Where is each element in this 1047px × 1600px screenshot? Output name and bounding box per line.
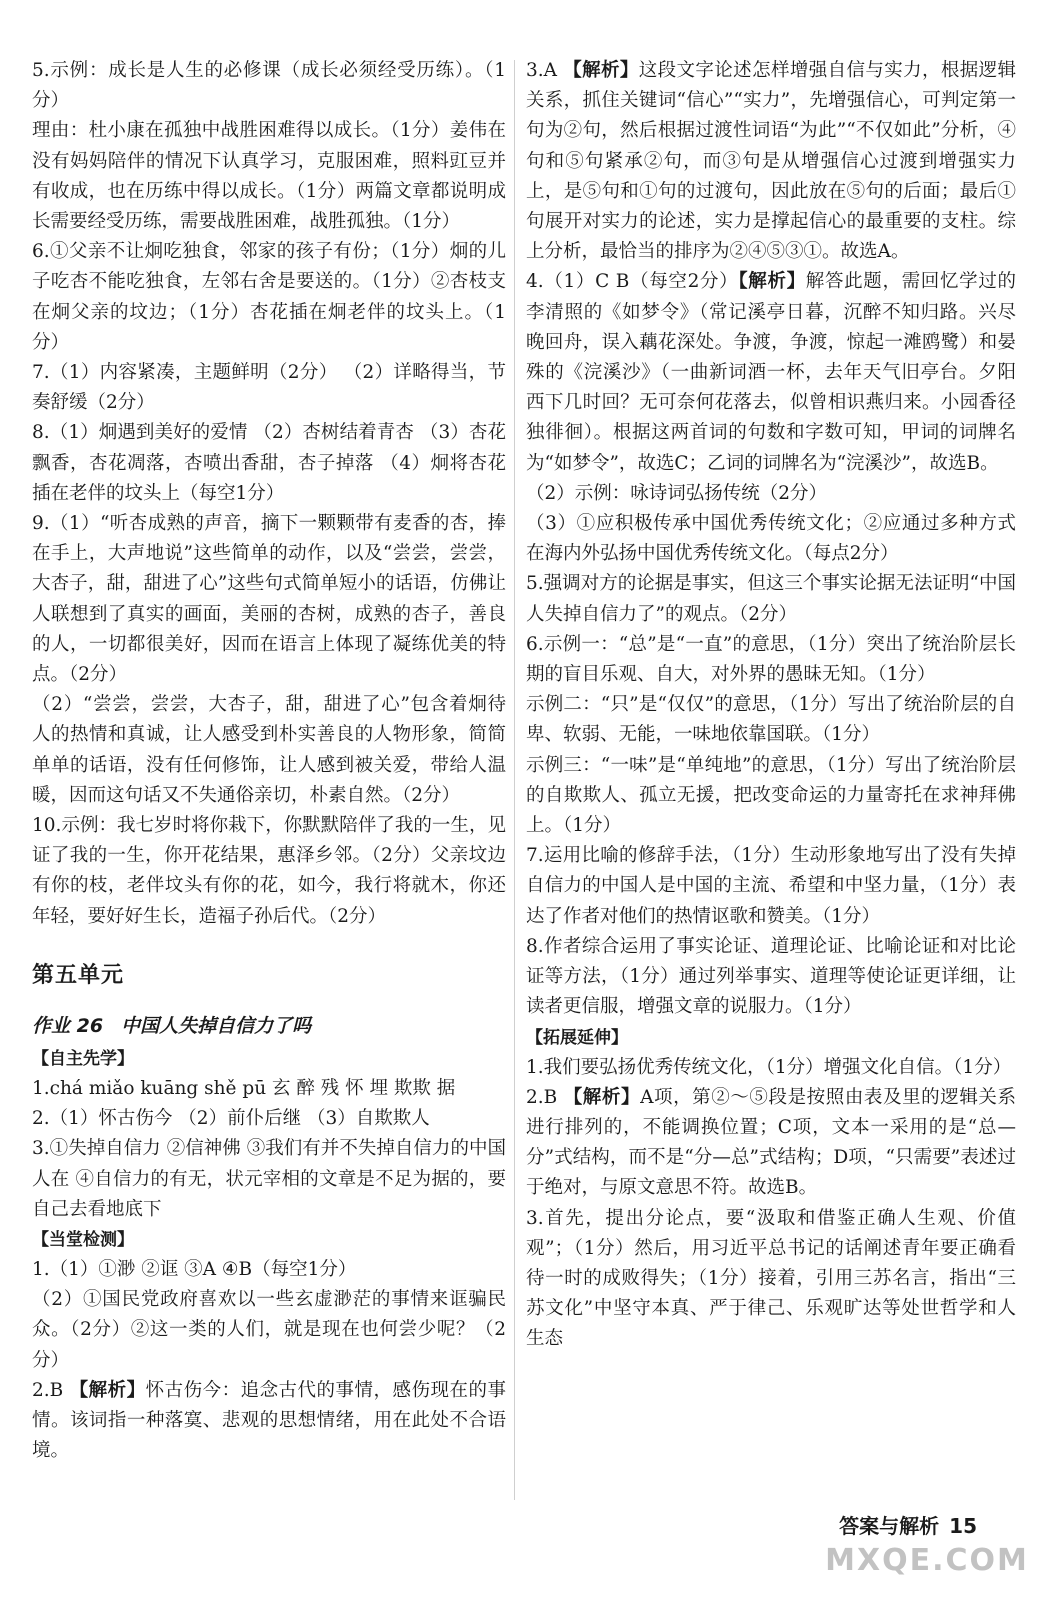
analysis-tag: 【解析】 bbox=[69, 1379, 146, 1401]
answer-5-claim: 5.示例：成长是人生的必修课（成长必须经受历练）。（1分） bbox=[32, 60, 506, 112]
answer-7: 7.（1）内容紧凑，主题鲜明（2分） （2）详略得当，节奏舒缓（2分） bbox=[32, 362, 506, 414]
self-study-2: 2.（1）怀古伤今 （2）前仆后继 （3）自欺欺人 bbox=[32, 1108, 430, 1130]
answer-r5: 5.强调对方的论据是事实，但这三个事实论据无法证明“中国人失掉自信力了”的观点。（2分） bbox=[526, 573, 1016, 625]
answer-r4-3: （3）①应积极传承中国优秀传统文化；②应通过多种方式在海内外弘扬中国优秀传统文化。（每点2分） bbox=[526, 513, 1016, 565]
homework-title bbox=[32, 1011, 506, 1038]
answer-r3-choice: 3.A bbox=[526, 60, 564, 81]
self-study-1: 1.chá miǎo kuāng shě pū 玄 醉 残 怀 埋 欺欺 据 bbox=[32, 1077, 456, 1099]
self-study-3: 3.①失掉自信力 ②信神佛 ③我们有并不失掉自信力的中国人在 ④自信力的有无，状元宰相的文章是不足为据的，要自己去看地底下 bbox=[32, 1138, 506, 1220]
class-test-1b: （2）①国民党政府喜欢以一些玄虚渺茫的事情来诓骗民众。（2分）②这一类的人们，就是现在也何尝少呢？（2分） bbox=[32, 1289, 506, 1371]
section-class-test: 【当堂检测】 bbox=[32, 1229, 134, 1250]
answer-r4-choice: 4.（1）C B（每空2分） bbox=[526, 271, 739, 293]
answer-9-part1: 9.（1）“听杏成熟的声音，摘下一颗颗带有麦香的杏，捧在手上，大声地说”这些简单的动作，以及“尝尝，尝尝，大杏子，甜，甜进了心”这些句式简单短小的话语，仿佛让人联想到了真实的画面，美丽的杏树，成熟的杏子，善良的人，一切都很美好，因而在语言上体现了凝练优美的特点。（2分） bbox=[32, 513, 506, 686]
answer-r7: 7.运用比喻的修辞手法，（1分）生动形象地写出了没有失掉自信力的中国人是中国的主流、希望和中坚力量，（1分）表达了作者对他们的热情讴歌和赞美。（1分） bbox=[526, 845, 1016, 927]
section-self-study: 【自主先学】 bbox=[32, 1048, 134, 1069]
analysis-tag: 【解析】 bbox=[563, 60, 639, 81]
answer-r3-analysis: 这段文字论述怎样增强自信与实力，根据逻辑关系，抓住关键词“信心”“实力”，先增强信心，可判定第一句为②句，然后根据过渡性词语“为此”“不仅如此”分析，④句和⑤句紧承②句，而③句是从增强信心过渡到增强实力上，是⑤句和①句的过渡句，因此放在⑤句的后面；最后①句展开对实力的论述，实力是撑起信心的最重要的支柱。综上分析，最恰当的排序为②④⑤③①。故选A。 bbox=[526, 60, 1016, 263]
analysis-tag: 【解析】 bbox=[738, 271, 806, 293]
analysis-tag: 【解析】 bbox=[563, 1086, 641, 1108]
answer-8: 8.（1）炯遇到美好的爱情 （2）杏树结着青杏 （3）杏花飘香，杏花凋落，杏喷出香甜，杏子掉落 （4）炯将杏花插在老伴的坟头上（每空1分） bbox=[32, 422, 506, 504]
extension-1: 1.我们要弘扬优秀传统文化，（1分）增强文化自信。（1分） bbox=[526, 1056, 1012, 1078]
answer-r6-ex2: 示例二：“只”是“仅仅”的意思，（1分）写出了统治阶层的自卑、软弱、无能，一味地依靠国联。（1分） bbox=[526, 694, 1016, 746]
page-number: 15 bbox=[949, 1514, 977, 1538]
extension-3: 3.首先，提出分论点，要“汲取和借鉴正确人生观、价值观”；（1分）然后，用习近平总书记的话阐述青年要正确看待一时的成败得失；（1分）接着，引用三苏名言，指出“三苏文化”中坚守本真、严于律己、乐观旷达等处世哲学和人生态 bbox=[526, 1207, 1016, 1350]
left-column bbox=[32, 56, 506, 1466]
homework-number: 作业 26 bbox=[32, 1014, 104, 1037]
class-test-2-analysis: 怀古伤今：追念古代的事情，感伤现在的事情。该词指一种落寞、悲观的思想情绪，用在此处不合语境。 bbox=[32, 1379, 506, 1462]
footer-label: 答案与解析 bbox=[839, 1514, 940, 1538]
section-extension: 【拓展延伸】 bbox=[526, 1027, 628, 1048]
answer-6: 6.①父亲不让炯吃独食，邻家的孩子有份；（1分）炯的儿子吃杏不能吃独食，左邻右舍是要送的。（1分）②杏枝支在炯父亲的坟边；（1分）杏花插在炯老伴的坟头上。（1分） bbox=[32, 241, 506, 353]
answer-r6-ex3: 示例三：“一味”是“单纯地”的意思，（1分）写出了统治阶层的自欺欺人、孤立无援，把改变命运的力量寄托在求神拜佛上。（1分） bbox=[526, 754, 1016, 837]
answer-r8: 8.作者综合运用了事实论证、道理论证、比喻论证和对比论证等方法，（1分）通过列举事实、道理等使论证更详细，让读者更信服，增强文章的说服力。（1分） bbox=[526, 935, 1016, 1018]
column-divider bbox=[514, 60, 515, 1500]
answer-r4 bbox=[526, 267, 1016, 478]
answer-9-part2: （2）“尝尝，尝尝，大杏子，甜，甜进了心”包含着炯待人的热情和真诚，让人感受到朴实善良的人物形象，简简单单的话语，没有任何修饰，让人感到被关爱，带给人温暖，因而这句话又不失通俗亲切，朴素自然。（2分） bbox=[32, 694, 506, 806]
homework-name: 中国人失掉自信力了吗 bbox=[121, 1014, 312, 1037]
extension-2-choice: 2.B bbox=[526, 1086, 564, 1108]
answer-r4-analysis: 解答此题，需回忆学过的李清照的《如梦令》（常记溪亭日暮，沉醉不知归路。兴尽晚回舟，误入藕花深处。争渡，争渡，惊起一滩鸥鹭）和晏殊的《浣溪沙》（一曲新词酒一杯，去年天气旧亭台。夕阳西下几时回？无可奈何花落去，似曾相识燕归来。小园香径独徘徊）。根据这两首词的句数和字数可知，甲词的词牌名为“如梦令”，故选C；乙词的词牌名为“浣溪沙”，故选B。 bbox=[526, 271, 1016, 474]
extension-2-analysis: A项，第②～⑤段是按照由表及里的逻辑关系进行排列的，不能调换位置；C项，文本一采用的是“总—分”式结构，而不是“分—总”式结构；D项，“只需要”表述过于绝对，与原文意思不符。故选B。 bbox=[526, 1086, 1016, 1199]
class-test-2-answer: 2.B bbox=[32, 1379, 70, 1401]
watermark: MXQE.COM bbox=[825, 1542, 1029, 1578]
class-test-2 bbox=[32, 1376, 506, 1467]
answer-r4-2: （2）示例：咏诗词弘扬传统（2分） bbox=[526, 482, 828, 504]
right-column bbox=[526, 56, 1016, 1355]
answer-r3 bbox=[526, 56, 1016, 267]
class-test-1a: 1.（1）①渺 ②诓 ③A ④B（每空1分） bbox=[32, 1258, 357, 1280]
answer-r6-ex1: 6.示例一：“总”是“一直”的意思，（1分）突出了统治阶层长期的盲目乐观、自大，对外界的愚昧无知。（1分） bbox=[526, 633, 1016, 686]
answer-10: 10.示例：我七岁时将你栽下，你默默陪伴了我的一生，见证了我的一生，你开花结果，惠泽乡邻。（2分）父亲坟边有你的枝，老伴坟头有你的花，如今，我行将就木，你还年轻，要好好生长，造福子孙后代。（2分） bbox=[32, 815, 506, 927]
extension-2 bbox=[526, 1083, 1016, 1204]
unit-title: 第五单元 bbox=[32, 962, 125, 988]
answer-5-reason: 理由：杜小康在孤独中战胜困难得以成长。（1分）姜伟在没有妈妈陪伴的情况下认真学习，克服困难，照料豇豆并有收成，也在历练中得以成长。（1分）两篇文章都说明成长需要经受历练，需要战胜困难，战胜孤独。（1分） bbox=[32, 120, 506, 233]
